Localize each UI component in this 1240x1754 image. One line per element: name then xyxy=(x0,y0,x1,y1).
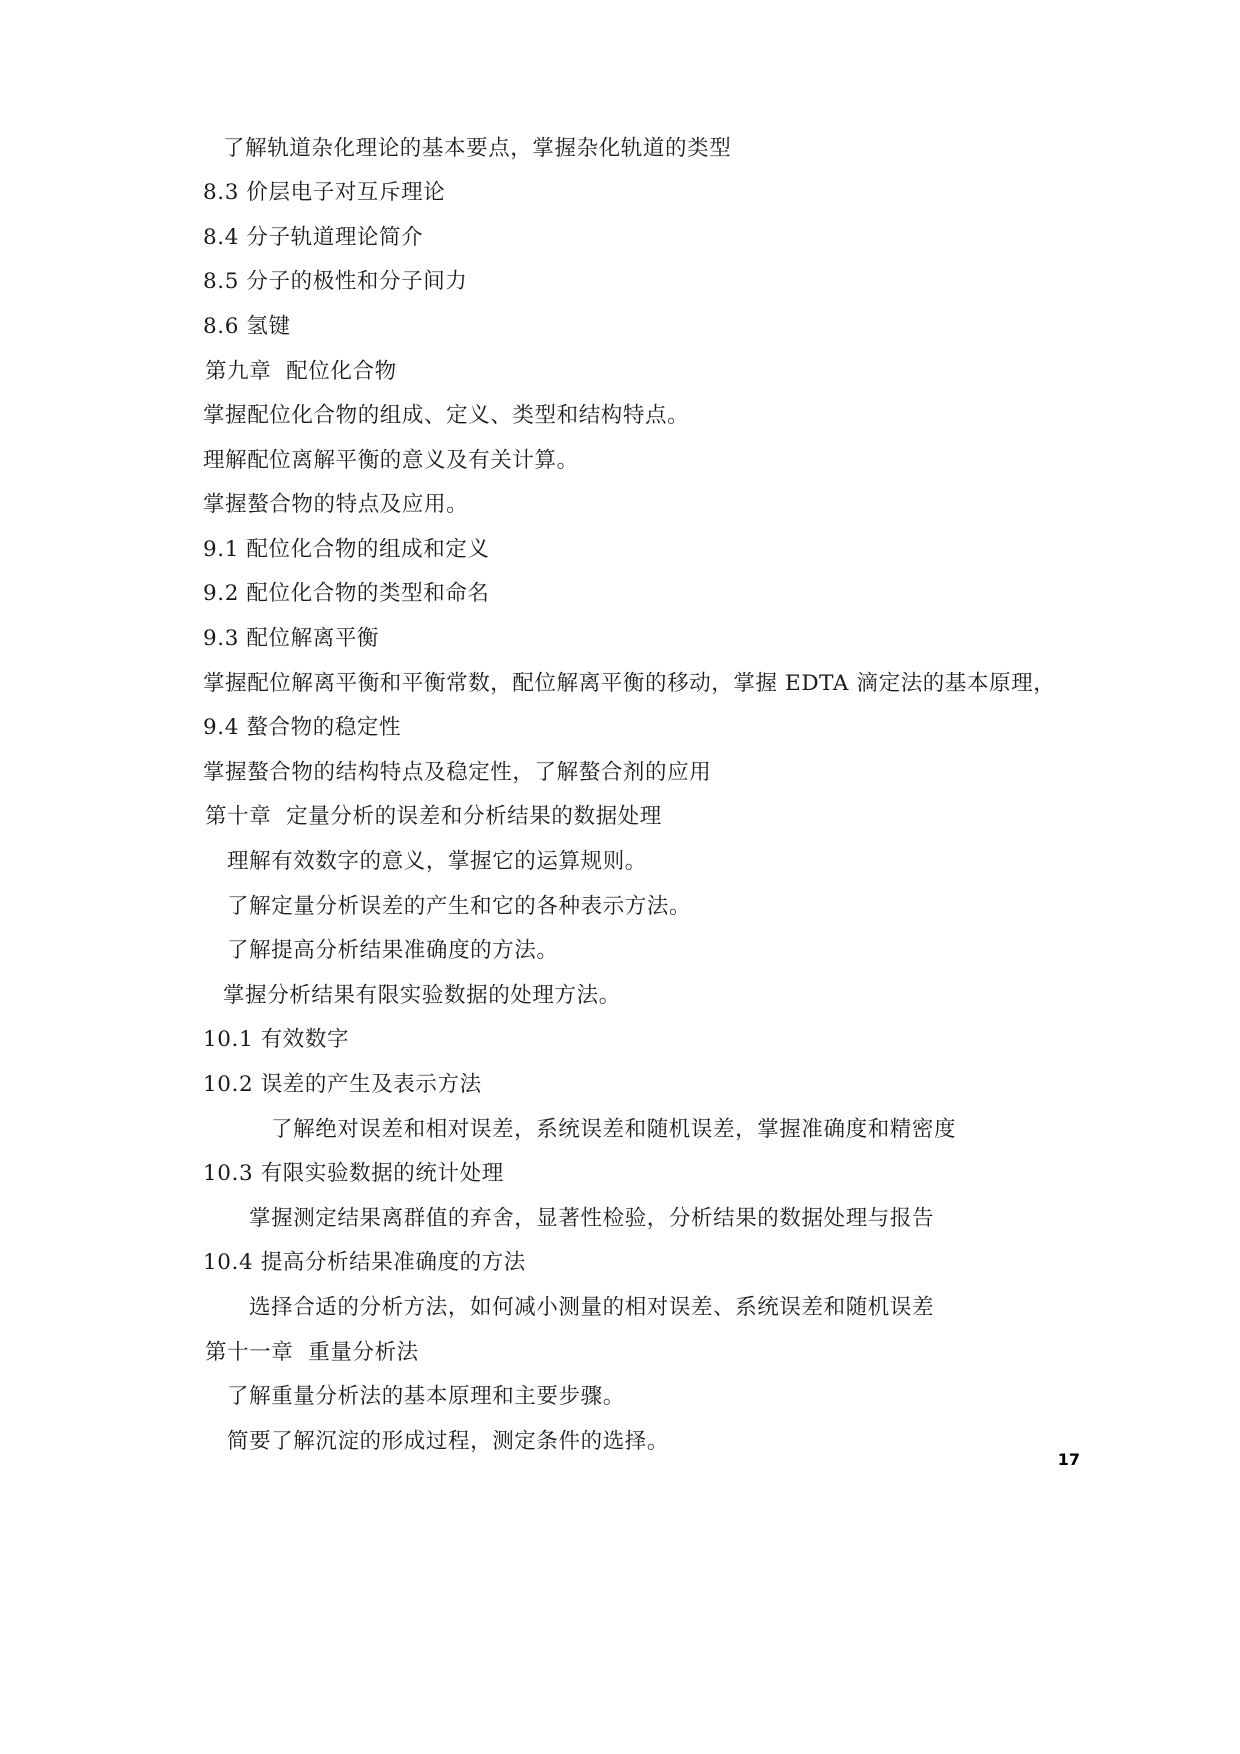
text-line: 第十章 定量分析的误差和分析结果的数据处理 xyxy=(205,804,662,830)
text-line: 10.2 误差的产生及表示方法 xyxy=(203,1072,482,1098)
text-line: 10.1 有效数字 xyxy=(203,1027,350,1053)
text-line: 了解重量分析法的基本原理和主要步骤。 xyxy=(227,1384,625,1410)
text-line: 了解绝对误差和相对误差，系统误差和随机误差，掌握准确度和精密度 xyxy=(271,1116,957,1142)
text-line: 8.5 分子的极性和分子间力 xyxy=(203,269,468,295)
text-line: 9.2 配位化合物的类型和命名 xyxy=(203,581,490,607)
text-line: 了解提高分析结果准确度的方法。 xyxy=(227,938,559,964)
text-line: 掌握分析结果有限实验数据的处理方法。 xyxy=(223,982,621,1008)
text-line: 10.4 提高分析结果准确度的方法 xyxy=(203,1250,526,1276)
text-line: 掌握螯合物的特点及应用。 xyxy=(203,492,469,518)
text-line: 9.3 配位解离平衡 xyxy=(203,626,380,652)
text-line: 8.3 价层电子对互斥理论 xyxy=(203,180,446,206)
text-line: 简要了解沉淀的形成过程，测定条件的选择。 xyxy=(227,1428,670,1454)
text-line: 第十一章 重量分析法 xyxy=(205,1339,419,1365)
text-line: 掌握测定结果离群值的弃舍，显著性检验，分析结果的数据处理与报告 xyxy=(249,1205,935,1231)
page-number: 17 xyxy=(1057,1450,1080,1469)
text-line: 10.3 有限实验数据的统计处理 xyxy=(203,1161,504,1187)
text-line: 掌握配位解离平衡和平衡常数，配位解离平衡的移动，掌握 EDTA 滴定法的基本原理， xyxy=(203,670,1056,696)
text-line: 理解配位离解平衡的意义及有关计算。 xyxy=(203,447,579,473)
document-body xyxy=(203,126,1063,1464)
text-line: 9.4 螯合物的稳定性 xyxy=(203,715,402,741)
text-line: 理解有效数字的意义，掌握它的运算规则。 xyxy=(227,849,647,875)
text-line: 了解轨道杂化理论的基本要点，掌握杂化轨道的类型 xyxy=(223,135,732,161)
text-line: 9.1 配位化合物的组成和定义 xyxy=(203,536,490,562)
text-line: 掌握配位化合物的组成、定义、类型和结构特点。 xyxy=(203,403,690,429)
text-line: 掌握螯合物的结构特点及稳定性，了解螯合剂的应用 xyxy=(203,759,712,785)
text-line: 了解定量分析误差的产生和它的各种表示方法。 xyxy=(227,893,692,919)
text-line: 8.4 分子轨道理论简介 xyxy=(203,224,424,250)
text-line: 选择合适的分析方法，如何减小测量的相对误差、系统误差和随机误差 xyxy=(249,1294,935,1320)
text-line: 8.6 氢键 xyxy=(203,313,291,339)
text-line: 第九章 配位化合物 xyxy=(205,358,397,384)
